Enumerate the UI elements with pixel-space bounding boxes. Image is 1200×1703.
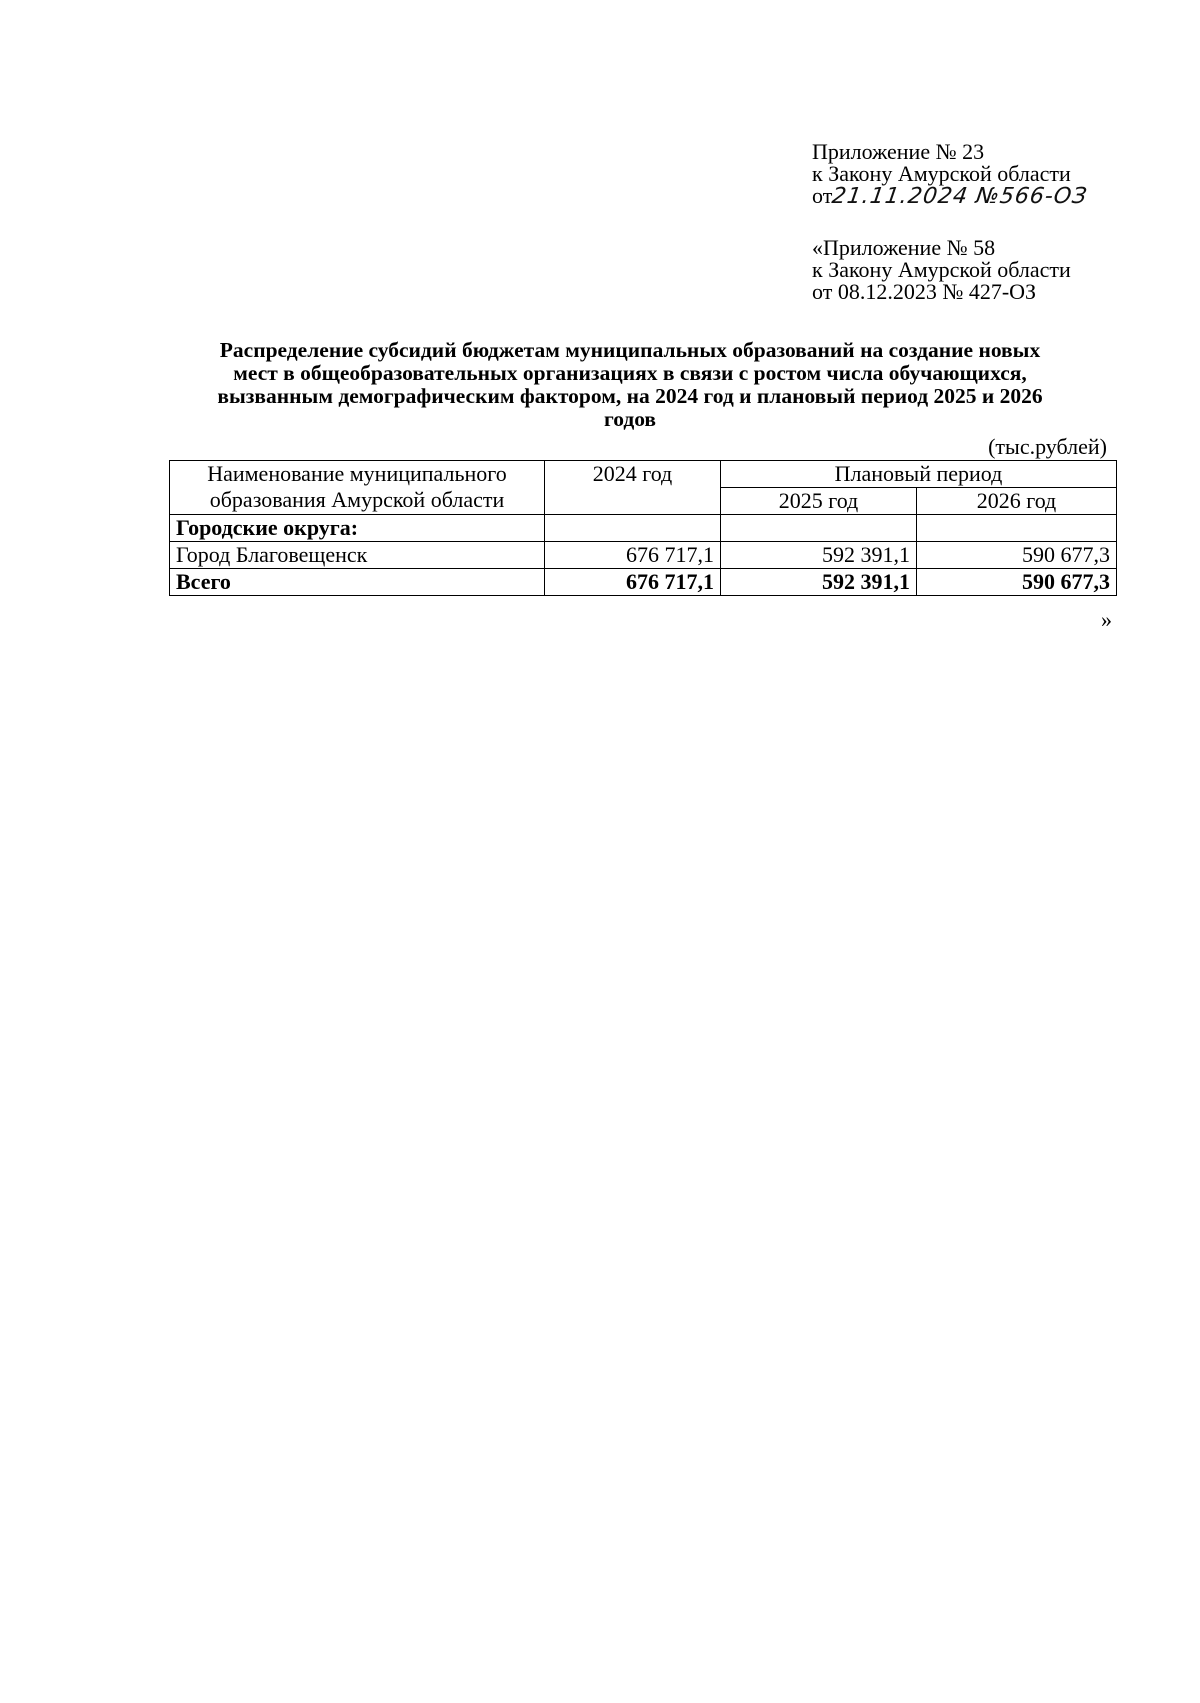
title-line: вызванным демографическим фактором, на 2024 год и плановый период 2025 и 2026 [217,384,1043,408]
row-value-2025: 592 391,1 [721,542,917,569]
quoted-law-reference: к Закону Амурской области [812,257,1071,282]
row-value-2025: 592 391,1 [721,569,917,596]
closing-quote: » [1101,607,1112,632]
appendix-number: Приложение № 23 [812,139,985,164]
header-2026: 2026 год [917,488,1117,515]
row-value-2024 [545,515,721,542]
subsidy-table [169,460,1117,596]
row-value-2024: 676 717,1 [545,569,721,596]
quoted-appendix-number: «Приложение № 58 [812,235,996,260]
header-planned-period: Плановый период [721,461,1117,488]
law-date-line [812,185,1088,208]
header-municipality: Наименование муниципального образования Амурской области [170,461,545,515]
date-prefix: от [812,183,833,208]
title-line: мест в общеобразовательных организациях в связи с ростом числа обучающихся, [233,361,1027,385]
header-2024: 2024 год [545,461,721,515]
table-row [170,542,1117,569]
quoted-law-date: от 08.12.2023 № 427-ОЗ [812,279,1037,304]
table-row-section [170,515,1117,542]
table-row-total [170,569,1117,596]
title-line: Распределение субсидий бюджетам муниципальных образований на создание новых [219,338,1041,362]
row-name: Городские округа: [170,515,545,542]
row-value-2026 [917,515,1117,542]
row-value-2024: 676 717,1 [545,542,721,569]
table-header-row [170,461,1117,488]
quoted-appendix-header [812,237,1071,303]
handwritten-date: 21.11.2024 №566-ОЗ [830,184,1090,209]
title-line: годов [603,407,657,431]
header-2025: 2025 год [721,488,917,515]
appendix-header [812,141,1088,208]
document-title [160,339,1100,431]
units-label: (тыс.рублей) [988,434,1107,459]
row-value-2026: 590 677,3 [917,569,1117,596]
row-name: Всего [170,569,545,596]
row-value-2026: 590 677,3 [917,542,1117,569]
row-name: Город Благовещенск [170,542,545,569]
law-reference: к Закону Амурской области [812,161,1071,186]
row-value-2025 [721,515,917,542]
